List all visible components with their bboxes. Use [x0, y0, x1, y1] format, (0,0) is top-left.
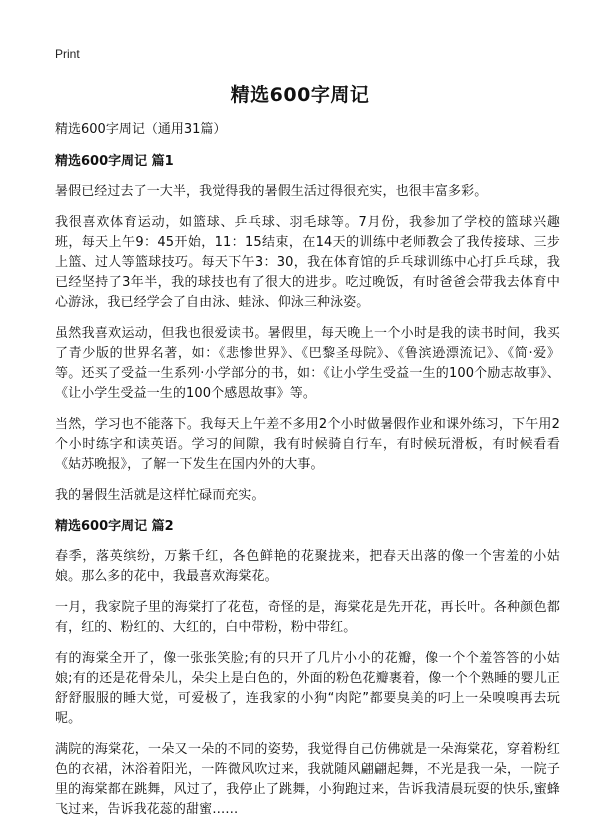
document-content: [55, 120, 560, 831]
print-link[interactable]: Print: [55, 47, 80, 61]
paragraph: 春季，落英缤纷，万紫千红，各色鲜艳的花聚拢来，把春天出落的像一个害羞的小姑娘。那么多的花中，我最喜欢海棠花。: [55, 549, 560, 584]
document-subtitle: 精选600字周记（通用31篇）: [55, 122, 227, 137]
paragraph: 虽然我喜欢运动，但我也很爱读书。暑假里，每天晚上一个小时是我的读书时间，我买了青少版的世界名著，如：《悲惨世界》、《巴黎圣母院》、《鲁滨逊漂流记》、《简·爱》等。还买了受益一生系列·小学部分的书，如：《让小学生受益一生的100个励志故事》、《让小学生受益一生的100个感恩故事》等。: [55, 326, 560, 401]
section-1: [55, 152, 560, 506]
paragraph: 我的暑假生活就是这样忙碌而充实。: [55, 488, 265, 503]
paragraph: 满院的海棠花，一朵又一朵的不同的姿势，我觉得自己仿佛就是一朵海棠花，穿着粉红色的衣裙，沐浴着阳光，一阵微风吹过来，我就随风翩翩起舞，不光是我一朵，一院子里的海棠都在跳舞，风过了，我停止了跳舞，小狗跑过来，告诉我清晨玩耍的快乐,蜜蜂飞过来，告诉我花蕊的甜蜜……: [55, 742, 560, 817]
paragraph: 当然，学习也不能落下。我每天上午差不多用2个小时做暑假作业和课外练习，下午用2个小时练字和读英语。学习的间隙，我有时候骑自行车，有时候玩滑板，有时候看看《姑苏晚报》，了解一下发生在国内外的大事。: [55, 417, 560, 472]
section-2: [55, 517, 560, 820]
section-heading: 精选600字周记 篇2: [55, 519, 174, 534]
paragraph: 暑假已经过去了一大半，我觉得我的暑假生活过得很充实，也很丰富多彩。: [55, 184, 488, 199]
paragraph: 一月，我家院子里的海棠打了花苞，奇怪的是，海棠花是先开花，再长叶。各种颜色都有，红的、粉红的、大红的，白中带粉，粉中带红。: [55, 600, 560, 635]
section-heading: 精选600字周记 篇1: [55, 154, 174, 169]
page-title: 精选600字周记: [230, 84, 370, 106]
paragraph: 我很喜欢体育运动，如篮球、乒乓球、羽毛球等。7月份，我参加了学校的篮球兴趣班，每天上午9：45开始，11：15结束，在14天的训练中老师教会了我传接球、三步上篮、过人等篮球技巧。每天下午3：30，我在体育馆的乒乓球训练中心打乒乓球，我已经坚持了3年半，我的球技也有了很大的进步。吃过晚饭，有时爸爸会带我去体育中心游泳，我已经学会了自由泳、蛙泳、仰泳三种泳姿。: [55, 215, 560, 310]
paragraph: 有的海棠全开了，像一张张笑脸;有的只开了几片小小的花瓣，像一个个羞答答的小姑娘;有的还是花骨朵儿，朵尖上是白色的，外面的粉色花瓣裹着，像一个个熟睡的婴儿正舒舒服服的睡大觉，可爱极了，连我家的小狗“肉陀”都要臭美的叼上一朵嗅嗅再去玩呢。: [55, 651, 560, 726]
